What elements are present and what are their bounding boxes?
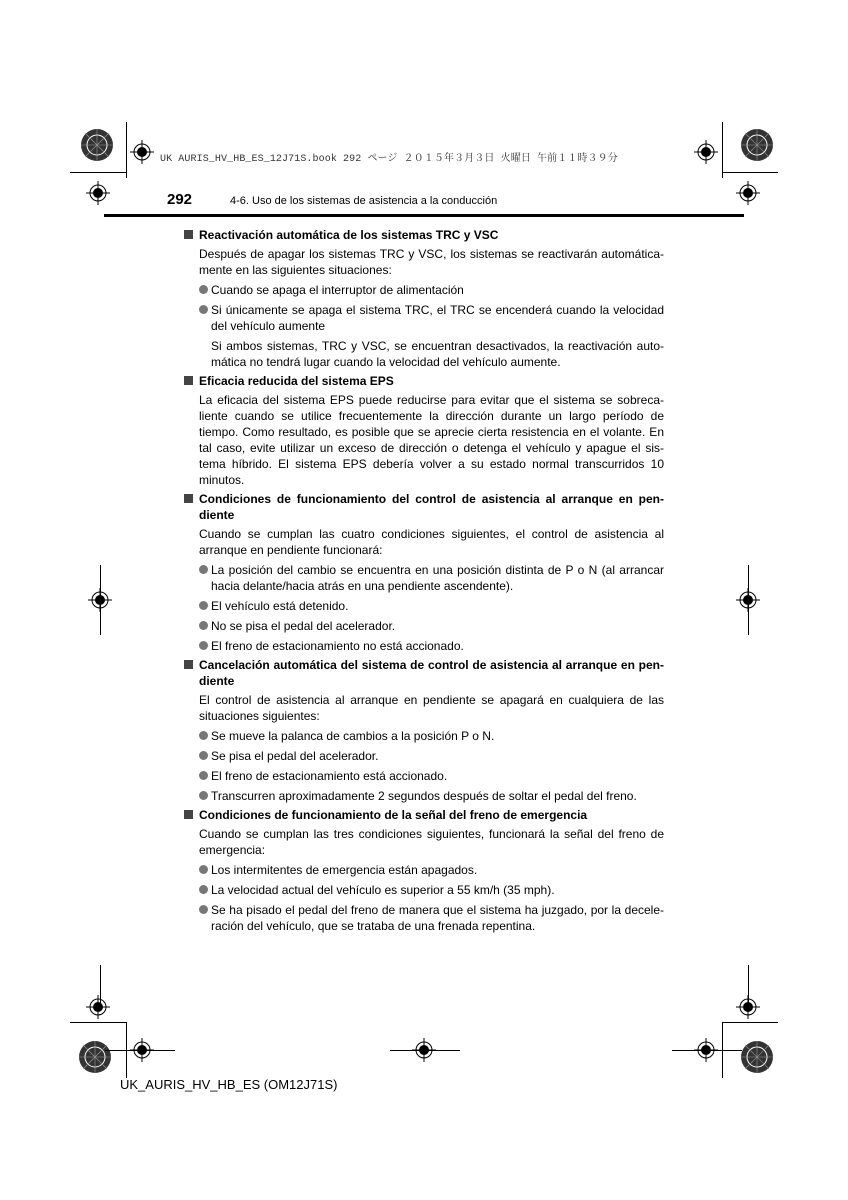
list-item-text: Los intermitentes de emergencia están apagados. bbox=[211, 863, 478, 877]
crop-line bbox=[100, 565, 101, 635]
crop-line bbox=[100, 965, 101, 1005]
registration-circle-icon bbox=[740, 128, 774, 162]
crosshair-icon bbox=[130, 140, 154, 164]
crop-line bbox=[722, 122, 723, 178]
circle-bullet-icon bbox=[199, 305, 208, 314]
circle-bullet-icon bbox=[199, 285, 208, 294]
paragraph: Cuando se cumplan las cuatro condiciones siguientes, el control de asistencia al arranque en pendiente funcionará: bbox=[199, 527, 664, 557]
list-item bbox=[199, 862, 664, 878]
section-heading bbox=[184, 491, 664, 523]
crosshair-icon bbox=[736, 181, 760, 205]
square-bullet-icon bbox=[184, 230, 193, 239]
list-item-text: El freno de estacionamiento está accionado. bbox=[211, 769, 448, 783]
list-item-text: Se pisa el pedal del acelerador. bbox=[211, 749, 379, 763]
crop-line bbox=[722, 172, 778, 173]
list-item-text: La velocidad actual del vehículo es superior a 55 km/h (35 mph). bbox=[211, 883, 555, 897]
circle-bullet-icon bbox=[199, 565, 208, 574]
circle-bullet-icon bbox=[199, 641, 208, 650]
list-item bbox=[199, 598, 664, 614]
circle-bullet-icon bbox=[199, 621, 208, 630]
list-item bbox=[199, 302, 664, 334]
crop-line bbox=[748, 565, 749, 635]
registration-circle-icon bbox=[740, 1040, 774, 1074]
crop-line bbox=[390, 1050, 460, 1051]
circle-bullet-icon bbox=[199, 751, 208, 760]
crop-line bbox=[126, 122, 127, 178]
crop-line bbox=[105, 1050, 175, 1051]
list-item bbox=[199, 282, 664, 298]
section-heading-text: Condiciones de funcionamiento del control de asistencia al arranque en pen-diente bbox=[199, 492, 664, 522]
list-item-text: Transcurren aproximadamente 2 segundos después de soltar el pedal del freno. bbox=[211, 789, 637, 803]
section-heading-text: Cancelación automática del sistema de control de asistencia al arranque en pen-diente bbox=[199, 658, 664, 688]
square-bullet-icon bbox=[184, 494, 193, 503]
section-heading-text: Reactivación automática de los sistemas TRC y VSC bbox=[199, 228, 499, 242]
section-heading-text: Eficacia reducida del sistema EPS bbox=[199, 374, 394, 388]
crop-line bbox=[722, 1022, 778, 1023]
circle-bullet-icon bbox=[199, 791, 208, 800]
chapter-title: 4-6. Uso de los sistemas de asistencia a la conducción bbox=[230, 195, 498, 207]
list-item-text: Cuando se apaga el interruptor de alimentación bbox=[211, 283, 464, 297]
list-item-text: El vehículo está detenido. bbox=[211, 599, 349, 613]
list-item bbox=[199, 638, 664, 654]
paragraph: Después de apagar los sistemas TRC y VSC, los sistemas se reactivarán automática-mente en las siguientes situaciones: bbox=[199, 247, 664, 277]
list-item bbox=[199, 768, 664, 784]
section-heading bbox=[184, 657, 664, 689]
crop-line bbox=[70, 1022, 126, 1023]
list-item bbox=[199, 562, 664, 594]
circle-bullet-icon bbox=[199, 885, 208, 894]
list-item bbox=[199, 788, 664, 804]
crop-line bbox=[672, 1050, 742, 1051]
list-item bbox=[199, 728, 664, 744]
list-item bbox=[199, 882, 664, 898]
registration-circle-icon bbox=[80, 128, 114, 162]
registration-circle-icon bbox=[78, 1040, 112, 1074]
sub-paragraph: Si ambos sistemas, TRC y VSC, se encuentran desactivados, la reactivación auto-mática no tendrá lugar cuando la velocidad del vehículo aumente. bbox=[211, 339, 664, 369]
list-item-text: Si únicamente se apaga el sistema TRC, el TRC se encenderá cuando la velocidad del vehículo aumente bbox=[211, 303, 664, 333]
circle-bullet-icon bbox=[199, 771, 208, 780]
list-item-text: La posición del cambio se encuentra en una posición distinta de P o N (al arrancar hacia delante/hacia atrás en una pendiente ascendente). bbox=[211, 563, 664, 593]
list-item-text: Se ha pisado el pedal del freno de manera que el sistema ha juzgado, por la decele-ración del vehículo, que se trataba de una frenada repentina. bbox=[211, 903, 664, 933]
list-item bbox=[199, 902, 664, 934]
square-bullet-icon bbox=[184, 810, 193, 819]
header-rule bbox=[104, 214, 744, 217]
crosshair-icon bbox=[86, 995, 110, 1019]
paragraph: La eficacia del sistema EPS puede reducirse para evitar que el sistema se sobreca-liente cuando se utilice frecuentemente la dirección durante un largo período de tiempo. Como resultado, es posible que se aprecie cierta resistencia en el volante. En tal caso, evite utilizar un exceso de dirección o detenga el vehículo y apague el sis-tema híbrido. El sistema EPS debería volver a su estado normal transcurridos 10 minutos. bbox=[199, 393, 664, 487]
footer-code: UK_AURIS_HV_HB_ES (OM12J71S) bbox=[120, 1077, 338, 1092]
list-item-text: No se pisa el pedal del acelerador. bbox=[211, 619, 396, 633]
section-heading bbox=[184, 373, 664, 389]
square-bullet-icon bbox=[184, 660, 193, 669]
square-bullet-icon bbox=[184, 376, 193, 385]
circle-bullet-icon bbox=[199, 865, 208, 874]
print-slug: UK AURIS_HV_HB_ES_12J71S.book 292 ページ ２０１５年３月３日 火曜日 午前１１時３９分 bbox=[160, 154, 618, 165]
crop-line bbox=[748, 965, 749, 1005]
list-item-text: Se mueve la palanca de cambios a la posición P o N. bbox=[211, 729, 495, 743]
page-number: 292 bbox=[167, 191, 193, 208]
list-item bbox=[199, 618, 664, 634]
list-item bbox=[199, 748, 664, 764]
circle-bullet-icon bbox=[199, 601, 208, 610]
section-heading bbox=[184, 227, 664, 243]
paragraph: El control de asistencia al arranque en pendiente se apagará en cualquiera de las situaciones siguientes: bbox=[199, 693, 664, 723]
crop-line bbox=[70, 172, 126, 173]
crosshair-icon bbox=[694, 140, 718, 164]
body-content bbox=[184, 224, 664, 934]
section-heading bbox=[184, 807, 664, 823]
paragraph: Cuando se cumplan las tres condiciones siguientes, funcionará la señal del freno de emergencia: bbox=[199, 827, 664, 857]
circle-bullet-icon bbox=[199, 905, 208, 914]
section-heading-text: Condiciones de funcionamiento de la señal del freno de emergencia bbox=[199, 808, 588, 822]
list-item-text: El freno de estacionamiento no está accionado. bbox=[211, 639, 464, 653]
crosshair-icon bbox=[86, 181, 110, 205]
circle-bullet-icon bbox=[199, 731, 208, 740]
